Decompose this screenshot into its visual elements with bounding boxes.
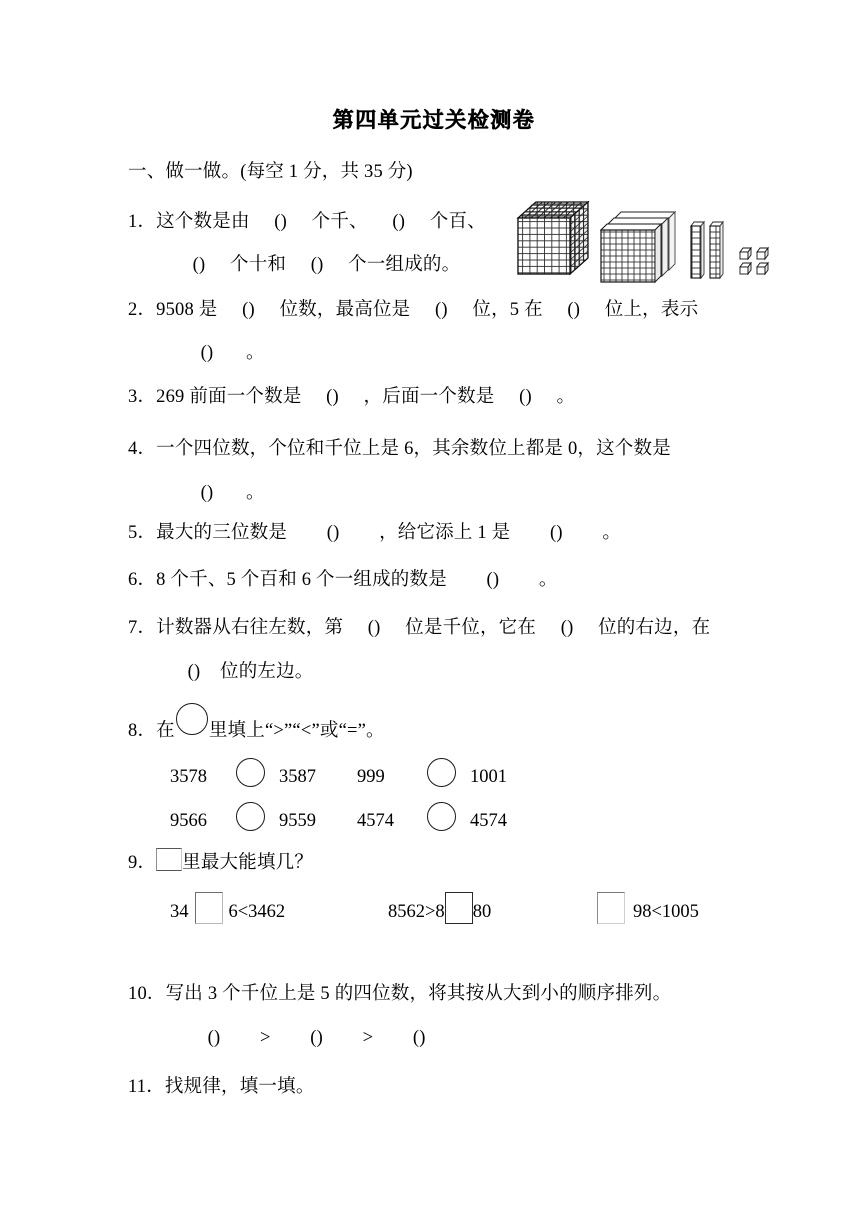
- section-heading-label: 一、做一做。: [128, 162, 241, 182]
- circle-placeholder-icon[interactable]: [236, 758, 265, 787]
- order-separator: >: [260, 1028, 271, 1048]
- box-placeholder-icon[interactable]: [597, 892, 625, 924]
- section-heading: [128, 163, 413, 182]
- compare-right-value: 9559: [279, 811, 316, 831]
- question-7-text-a: 计数器从右往左数，第: [156, 618, 344, 638]
- question-5-text-c: 。: [602, 523, 622, 543]
- question-9-expression-2: [388, 892, 491, 924]
- page-title: 第四单元过关检测卷: [332, 108, 536, 132]
- question-8-text-b: 里填上“>”“<”或“=”。: [208, 721, 385, 741]
- answer-blank[interactable]: [168, 663, 220, 682]
- question-2-text-d: 位上，表示: [604, 300, 699, 320]
- answer-blank[interactable]: [250, 213, 312, 232]
- question-5: [128, 524, 621, 543]
- answer-blank[interactable]: [543, 301, 605, 320]
- question-3-text-a: 269 前面一个数是: [156, 387, 302, 407]
- question-6-text-b: 。: [538, 570, 558, 590]
- question-6-number: 6．: [128, 570, 157, 590]
- circle-placeholder-icon[interactable]: [427, 802, 456, 831]
- compare-right-value: 1001: [470, 767, 507, 787]
- question-4-number: 4．: [128, 439, 157, 459]
- answer-blank[interactable]: [373, 1029, 465, 1048]
- circle-placeholder-icon[interactable]: [176, 703, 208, 735]
- question-2-text-e: 。: [246, 343, 265, 363]
- expression-prefix: 8562>8: [388, 902, 445, 922]
- answer-blank[interactable]: [302, 388, 364, 407]
- question-2-number: 2．: [128, 300, 157, 320]
- question-3-number: 3．: [128, 387, 157, 407]
- answer-blank[interactable]: [168, 484, 246, 503]
- answer-blank[interactable]: [217, 301, 279, 320]
- question-1-text-d: 个十和: [230, 255, 287, 275]
- question-8-prompt: [128, 708, 385, 741]
- compare-right-value: 3587: [279, 767, 316, 787]
- question-1-line-1: [128, 213, 486, 232]
- question-1-text-a: 这个数是由: [156, 212, 250, 232]
- question-5-number: 5．: [128, 523, 157, 543]
- circle-placeholder-icon[interactable]: [236, 802, 265, 831]
- answer-blank[interactable]: [168, 1029, 260, 1048]
- question-8-row-2: [170, 802, 507, 832]
- question-4-text-b: 。: [246, 483, 265, 503]
- question-11-number: 11．: [128, 1077, 165, 1097]
- question-10-text: 写出 3 个千位上是 5 的四位数，将其按从大到小的顺序排列。: [165, 984, 672, 1004]
- expression-suffix: 6<3462: [228, 902, 286, 922]
- question-1-text-c: 个百、: [429, 212, 486, 232]
- question-7-text-b: 位是千位，它在: [405, 618, 537, 638]
- question-3-text-c: 。: [556, 387, 576, 407]
- question-2-text-c: 位，5 在: [472, 300, 543, 320]
- question-7-number: 7．: [128, 618, 157, 638]
- box-placeholder-icon[interactable]: [445, 892, 473, 924]
- question-8-text-a: 在: [156, 721, 175, 741]
- answer-blank[interactable]: [168, 256, 230, 275]
- question-5-text-b: ，给它添上 1 是: [379, 523, 511, 543]
- question-1-number: 1．: [128, 212, 157, 232]
- question-7-line-2: [168, 663, 314, 682]
- question-9-text: 里最大能填几？: [182, 853, 314, 873]
- question-4-text-a: 一个四位数，个位和千位上是 6，其余数位上都是 0，这个数是: [156, 439, 671, 459]
- question-9-prompt: [128, 848, 313, 873]
- answer-blank[interactable]: [368, 213, 430, 232]
- question-11-text: 找规律，填一填。: [164, 1077, 315, 1097]
- question-8-row-1: [170, 758, 507, 788]
- question-8-number: 8．: [128, 721, 157, 741]
- answer-blank[interactable]: [168, 344, 246, 363]
- answer-blank[interactable]: [494, 388, 556, 407]
- answer-blank[interactable]: [287, 524, 379, 543]
- question-10-answer-line: [168, 1029, 465, 1048]
- question-11: [128, 1078, 315, 1097]
- section-heading-score: (每空 1 分，共 35 分): [240, 162, 413, 182]
- ten-rods: [691, 222, 723, 278]
- question-3: [128, 388, 575, 407]
- question-4-line-1: [128, 440, 671, 459]
- question-7-line-1: [128, 619, 710, 638]
- question-4-line-2: [168, 484, 265, 503]
- answer-blank[interactable]: [536, 619, 598, 638]
- circle-placeholder-icon[interactable]: [427, 758, 456, 787]
- question-6: [128, 571, 558, 590]
- question-10-number: 10．: [128, 984, 166, 1004]
- question-10-line-1: [128, 985, 671, 1004]
- expression-prefix: 34: [170, 902, 189, 922]
- question-2-line-2: [168, 344, 265, 363]
- question-1-line-2: [168, 256, 460, 275]
- question-6-text-a: 8 个千、5 个百和 6 个一组成的数是: [156, 570, 447, 590]
- question-2-line-1: [128, 301, 698, 320]
- thousand-cube: [518, 202, 588, 274]
- question-5-text-a: 最大的三位数是: [156, 523, 288, 543]
- expression-suffix: 80: [472, 902, 492, 922]
- answer-blank[interactable]: [410, 301, 472, 320]
- answer-blank[interactable]: [286, 256, 348, 275]
- answer-blank[interactable]: [343, 619, 405, 638]
- order-separator: >: [362, 1028, 374, 1048]
- question-2-text-b: 位数，最高位是: [279, 300, 411, 320]
- hundred-flats: [601, 212, 675, 282]
- base-ten-blocks-figure: [508, 196, 780, 288]
- answer-blank[interactable]: [447, 571, 539, 590]
- question-2-text-a: 9508 是: [156, 300, 218, 320]
- question-1-text-b: 个千、: [311, 212, 368, 232]
- question-1-text-e: 个一组成的。: [348, 255, 461, 275]
- compare-left-value: 4574: [357, 811, 394, 831]
- box-placeholder-icon[interactable]: [156, 848, 182, 871]
- question-7-text-d: 位的左边。: [220, 662, 314, 682]
- compare-left-value: 3578: [170, 767, 207, 787]
- compare-left-value: 999: [357, 767, 385, 787]
- base-ten-blocks-svg: [508, 196, 780, 288]
- question-9-number: 9．: [128, 853, 157, 873]
- expression-suffix: 98<1005: [633, 902, 699, 922]
- answer-blank[interactable]: [510, 524, 602, 543]
- question-9-expression-1: [170, 892, 285, 924]
- question-3-text-b: ，后面一个数是: [363, 387, 495, 407]
- compare-left-value: 9566: [170, 811, 207, 831]
- compare-right-value: 4574: [470, 811, 507, 831]
- unit-cubes: [740, 248, 768, 274]
- answer-blank[interactable]: [271, 1029, 363, 1048]
- question-9-expression-3: [597, 892, 699, 924]
- box-placeholder-icon[interactable]: [195, 892, 223, 924]
- question-7-text-c: 位的右边，在: [598, 618, 711, 638]
